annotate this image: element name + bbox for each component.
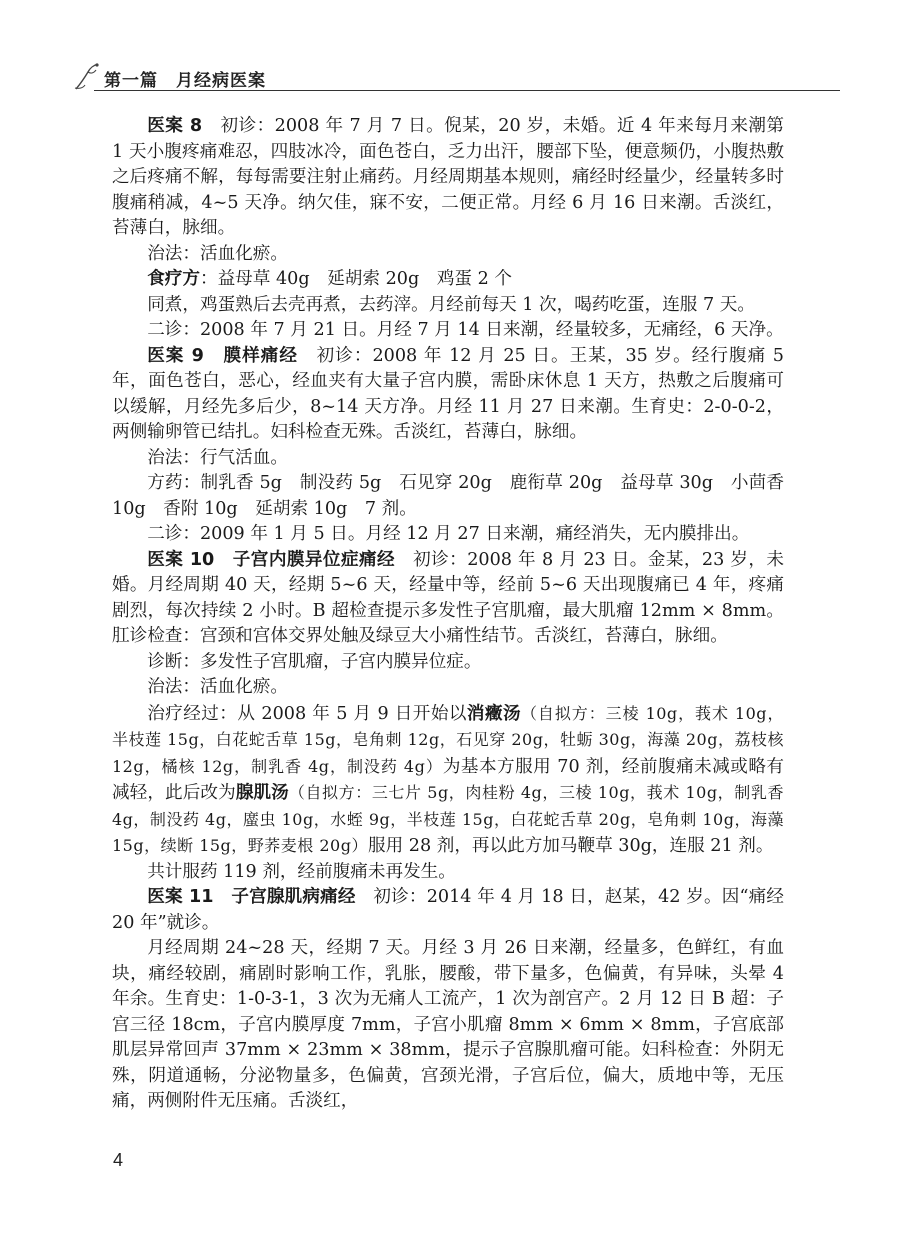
- case9-followup: 二诊：2009 年 1 月 5 日。月经 12 月 27 日来潮，痛经消失，无内膜排出。: [147, 524, 750, 544]
- case10-intro: 医案 10 子宫内膜异位症痛经 初诊：2008 年 8 月 23 日。金某，23 岁，未婚。月经周期 40 天，经期 5~6 天，经量中等，经前 5~6 天出现腹痛已 4 年，疼痛剧烈，每次持续 2 小时。B 超检查提示多发性子宫肌瘤，最大肌瘤 12mm × 8mm。肛诊检查：宫颈和宫体交界处触及绿豆大小痛性结节。舌淡红，苔薄白，脉细。: [112, 549, 784, 646]
- chapter-title: 第一篇 月经病医案: [104, 71, 266, 91]
- case8-intro: 医案 8 初诊：2008 年 7 月 7 日。倪某，20 岁，未婚。近 4 年来每月来潮第 1 天小腹疼痛难忍，四肢冰冷，面色苍白，乏力出汗，腰部下坠，便意频仍，小腹热敷之后疼痛不解，每每需要注射止痛药。月经周期基本规则，痛经时经量少，经量转多时腹痛稍减，4~5 天净。纳欠佳，寐不安，二便正常。月经 6 月 16 日来潮。舌淡红，苔薄白，脉细。: [112, 116, 784, 238]
- hand-writing-icon: [72, 62, 102, 92]
- case8-diet: 食疗方：益母草 40g 延胡索 20g 鸡蛋 2 个: [147, 269, 512, 289]
- case9-label: 医案 9 膜样痛经: [147, 345, 298, 366]
- page-body: [112, 114, 784, 1115]
- case10-label: 医案 10 子宫内膜异位症痛经: [147, 549, 396, 570]
- case8-method: 治法：活血化瘀。: [147, 243, 288, 264]
- case8-diet-usage: 同煮，鸡蛋熟后去壳再煮，去药滓。月经前每天 1 次，喝药吃蛋，连服 7 天。: [147, 294, 755, 315]
- case9-intro: 医案 9 膜样痛经 初诊：2008 年 12 月 25 日。王某，35 岁。经行腹痛 5 年，面色苍白，恶心，经血夹有大量子宫内膜，需卧床休息 1 天方，热敷之后腹痛可以缓解，月经先多后少，8~14 天方净。月经 11 月 27 日来潮。生育史：2-0-0-2，两侧输卵管已结扎。妇科检查无殊。舌淡红，苔薄白，脉细。: [112, 345, 785, 442]
- case8-label: 医案 8: [147, 116, 203, 136]
- case10-total: 共计服药 119 剂，经前腹痛未再发生。: [147, 861, 456, 882]
- running-header: [70, 60, 840, 94]
- diet-label: 食疗方: [147, 269, 200, 289]
- case8-followup: 二诊：2008 年 7 月 21 日。月经 7 月 14 日来潮，经量较多，无痛经，6 天净。: [147, 320, 784, 340]
- case10-treatment: 治疗经过：从 2008 年 5 月 9 日开始以消癥汤（自拟方：三棱 10g，莪术 10g，半枝莲 15g，白花蛇舌草 15g，皂角刺 12g，石见穿 20g，牡蛎 30g，海藻 20g，荔枝核 12g，橘核 12g，制乳香 4g，制没药 4g）为基本方服用 70 剂，经前腹痛未减或略有减轻，此后改为腺肌汤（自拟方：三七片 5g，肉桂粉 4g，三棱 10g，莪术 10g，制乳香 4g，制没药 4g，䗪虫 10g，水蛭 9g，半枝莲 15g，白花蛇舌草 20g，皂角刺 10g，海藻 15g，续断 15g，野荞麦根 20g）服用 28 剂，再以此方加马鞭草 30g，连服 21 剂。: [112, 703, 785, 856]
- case11-label: 医案 11 子宫腺肌病痛经: [147, 887, 356, 907]
- case9-prescription: 方药：制乳香 5g 制没药 5g 石见穿 20g 鹿衔草 20g 益母草 30g 小茴香 10g 香附 10g 延胡索 10g 7 剂。: [112, 473, 784, 519]
- case10-method: 治法：活血化瘀。: [147, 677, 288, 697]
- case10-diagnosis: 诊断：多发性子宫肌瘤，子宫内膜异位症。: [147, 651, 482, 672]
- case11-history: 月经周期 24~28 天，经期 7 天。月经 3 月 26 日来潮，经量多，色鲜红，有血块，痛经较剧，痛剧时影响工作，乳胀，腰酸，带下量多，色偏黄，有异味，头晕 4 年余。生育史：1-0-3-1，3 次为无痛人工流产，1 次为剖宫产。2 月 12 日 B 超：子宫三径 18cm，子宫内膜厚度 7mm，子宫小肌瘤 8mm × 6mm × 8mm，子宫底部肌层异常回声 37mm × 23mm × 38mm，提示子宫腺肌瘤可能。妇科检查：外阴无殊，阴道通畅，分泌物量多，色偏黄，宫颈光滑，子宫后位，偏大，质地中等，无压痛，两侧附件无压痛。舌淡红，: [112, 938, 784, 1111]
- formula-xianji: 腺肌汤: [235, 783, 289, 803]
- case9-method: 治法：行气活血。: [147, 447, 288, 468]
- page-number: 4: [113, 1150, 124, 1170]
- case11-intro: 医案 11 子宫腺肌病痛经 初诊：2014 年 4 月 18 日，赵某，42 岁。因“痛经 20 年”就诊。: [112, 887, 784, 933]
- formula-xiaozheng: 消癥汤: [466, 703, 521, 724]
- header-divider: [94, 90, 840, 91]
